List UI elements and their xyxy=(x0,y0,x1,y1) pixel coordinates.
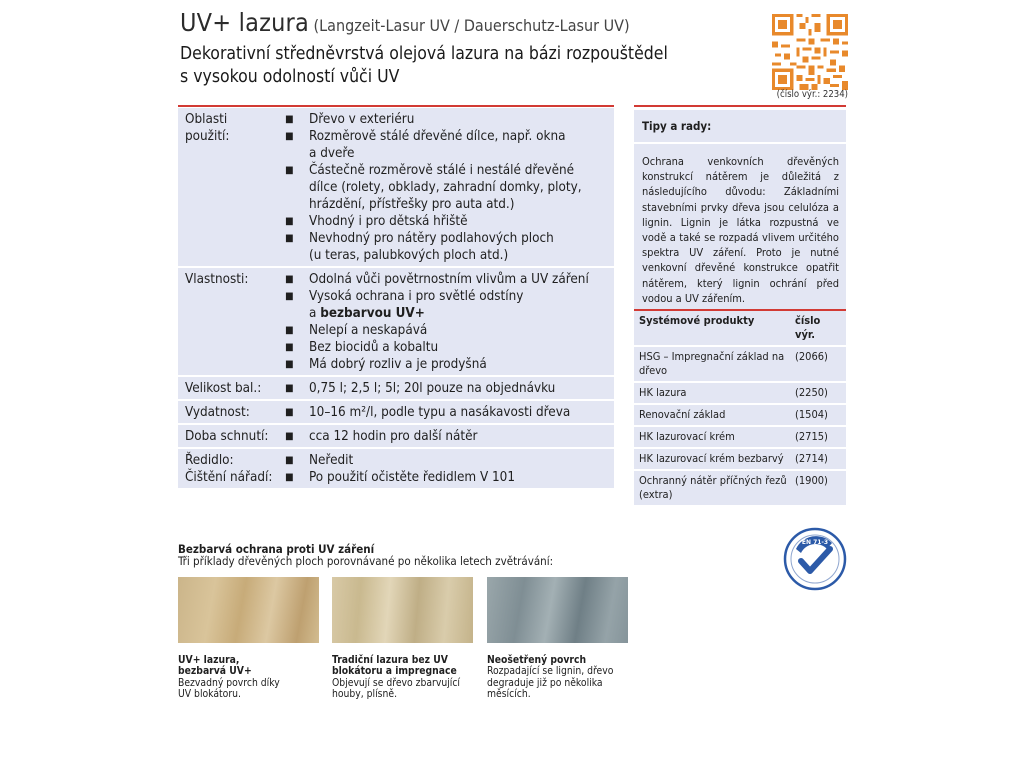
qr-code-icon[interactable] xyxy=(772,14,848,90)
caption-title: UV+ lazura, bezbarvá UV+ xyxy=(178,654,252,678)
list-item: ■ Bez biocidů a kobaltu xyxy=(285,340,439,355)
wood-sample-photo-untreated xyxy=(487,577,628,643)
list-item: ■ Odolná vůči povětrnostním vlivům a UV záření xyxy=(285,272,589,287)
caption-text: Rozpadající se lignin, dřevo degraduje již po několika měsících. xyxy=(487,665,614,701)
comparison-title: Bezbarvá ochrana proti UV záření xyxy=(178,542,375,556)
square-bullet-icon: ■ xyxy=(285,274,294,285)
product-title: UV+ lazura xyxy=(180,8,309,37)
spec-label: Ředidlo: Čištění nářadí: xyxy=(185,453,273,485)
spec-row-thinner xyxy=(178,449,614,490)
list-item: ■ Má dobrý rozliv a je prodyšná xyxy=(285,357,487,372)
subtitle-line-2: s vysokou odolností vůči UV xyxy=(180,67,400,87)
en71-3-badge-icon xyxy=(783,527,847,591)
spec-label: Oblasti použití: xyxy=(185,112,230,144)
spec-label: Vlastnosti: xyxy=(185,272,249,287)
square-bullet-icon: ■ xyxy=(285,407,294,418)
spec-items xyxy=(285,377,614,399)
tips-heading: Tipy a rady: xyxy=(634,110,846,142)
spec-row-drying-time xyxy=(178,425,614,449)
table-row xyxy=(634,471,846,507)
list-item: ■ Vhodný i pro dětská hřiště xyxy=(285,214,468,229)
product-title-sub: (Langzeit-Lasur UV / Dauerschutz-Lasur UV) xyxy=(313,16,630,35)
list-item: ■ Neředit xyxy=(285,453,354,468)
square-bullet-icon: ■ xyxy=(285,216,294,227)
spec-items xyxy=(285,401,614,423)
square-bullet-icon: ■ xyxy=(285,325,294,336)
list-item: ■ Částečně rozměrově stálé i nestálé dřevěné dílce (rolety, obklady, zahradní domky, ploty, hrázdění, přístřešky pro auta atd.) xyxy=(285,163,582,212)
divider-red xyxy=(178,105,614,107)
product-number-cell: (2714) xyxy=(795,452,828,465)
list-item: ■ Vysoká ochrana i pro světlé odstíny a bezbarvou UV+ xyxy=(285,289,524,321)
spec-table xyxy=(178,108,614,490)
product-name: HK lazurovací krém xyxy=(639,430,735,443)
square-bullet-icon: ■ xyxy=(285,114,294,125)
product-name: Ochranný nátěr příčných řezů (extra) xyxy=(639,474,787,501)
subtitle-line-1: Dekorativní středněvrstvá olejová lazura na bázi rozpouštědel xyxy=(180,44,668,64)
list-item: ■ 10–16 m²/l, podle typu a nasákavosti dřeva xyxy=(285,405,571,420)
product-number-cell: (1504) xyxy=(795,408,828,421)
list-item: ■ Rozměrově stálé dřevěné dílce, např. okna a dveře xyxy=(285,129,566,161)
square-bullet-icon: ■ xyxy=(285,291,294,302)
square-bullet-icon: ■ xyxy=(285,131,294,142)
square-bullet-icon: ■ xyxy=(285,431,294,442)
table-row xyxy=(634,347,846,383)
spec-row-properties xyxy=(178,268,614,377)
square-bullet-icon: ■ xyxy=(285,383,294,394)
square-bullet-icon: ■ xyxy=(285,455,294,466)
product-number-cell: (2715) xyxy=(795,430,828,443)
tips-text: Ochrana venkovních dřevěných konstrukcí nátěrem je důležitá z následujícího důvodu: Základními stavebními prvky dřeva jsou celulóza a lignin. Lignin je látka rozpustná ve vodě a také se rozpadá vlivem určitého spektra UV záření. Proto je nutné venkovní dřevěné konstrukce opatřit nátěrem, který lignin ochrání před vodou a UV zářením. xyxy=(634,144,846,314)
spec-items xyxy=(285,108,614,266)
tips-box xyxy=(634,110,846,314)
spec-row-usage xyxy=(178,108,614,268)
caption-text: Objevují se dřevo zbarvující houby, plísně. xyxy=(332,676,461,701)
product-name: HK lazurovací krém bezbarvý xyxy=(639,452,784,465)
square-bullet-icon: ■ xyxy=(285,472,294,483)
product-name: HK lazura xyxy=(639,386,687,399)
list-item: ■ Po použití očistěte ředidlem V 101 xyxy=(285,470,516,485)
sample-caption xyxy=(332,655,482,701)
product-name: Renovační základ xyxy=(639,408,726,421)
caption-title: Tradiční lazura bez UV blokátoru a impregnace xyxy=(332,654,457,678)
spec-items xyxy=(285,425,614,447)
product-subtitle xyxy=(180,43,740,89)
caption-text: Bezvadný povrch díky UV blokátoru. xyxy=(178,676,280,701)
sample-caption xyxy=(178,655,328,701)
product-number: (číslo výr.: 2234) xyxy=(776,89,848,100)
spec-label: Doba schnutí: xyxy=(185,429,269,444)
square-bullet-icon: ■ xyxy=(285,233,294,244)
spec-label: Vydatnost: xyxy=(185,405,250,420)
product-number-cell: (2250) xyxy=(795,386,828,399)
bold-fragment: bezbarvou UV+ xyxy=(320,306,425,321)
table-row xyxy=(634,405,846,427)
product-name: HSG – Impregnační základ na dřevo xyxy=(639,350,785,377)
divider-red xyxy=(634,105,846,107)
product-number-cell: (1900) xyxy=(795,474,828,487)
column-header-name: Systémové produkty xyxy=(639,314,755,327)
sample-caption xyxy=(487,655,637,701)
square-bullet-icon: ■ xyxy=(285,359,294,370)
list-item: ■ 0,75 l; 2,5 l; 5l; 20l pouze na objednávku xyxy=(285,381,556,396)
list-item: ■ cca 12 hodin pro další nátěr xyxy=(285,429,478,444)
spec-items xyxy=(285,268,614,375)
table-row xyxy=(634,449,846,471)
system-products-table xyxy=(634,309,846,507)
spec-label: Velikost bal.: xyxy=(185,381,262,396)
wood-sample-photo-uv-plus xyxy=(178,577,319,643)
square-bullet-icon: ■ xyxy=(285,165,294,176)
header xyxy=(180,8,770,89)
spec-items xyxy=(285,449,614,488)
product-number-cell: (2066) xyxy=(795,350,828,363)
table-row xyxy=(634,383,846,405)
product-title-line xyxy=(180,8,770,37)
list-item: ■ Dřevo v exteriéru xyxy=(285,112,415,127)
column-header-number: číslo výr. xyxy=(795,314,821,341)
list-item: ■ Nelepí a neskapává xyxy=(285,323,428,338)
spec-row-coverage xyxy=(178,401,614,425)
table-header xyxy=(634,309,846,347)
list-item: ■ Nevhodný pro nátěry podlahových ploch (u teras, palubkových ploch atd.) xyxy=(285,231,554,263)
badge-text: EN 71-3 xyxy=(801,539,829,546)
caption-title: Neošetřený povrch xyxy=(487,654,587,666)
table-row xyxy=(634,427,846,449)
square-bullet-icon: ■ xyxy=(285,342,294,353)
wood-sample-photo-traditional xyxy=(332,577,473,643)
spec-row-package-size xyxy=(178,377,614,401)
comparison-subtitle: Tři příklady dřevěných ploch porovnávané po několika letech zvětrávání: xyxy=(178,554,554,568)
